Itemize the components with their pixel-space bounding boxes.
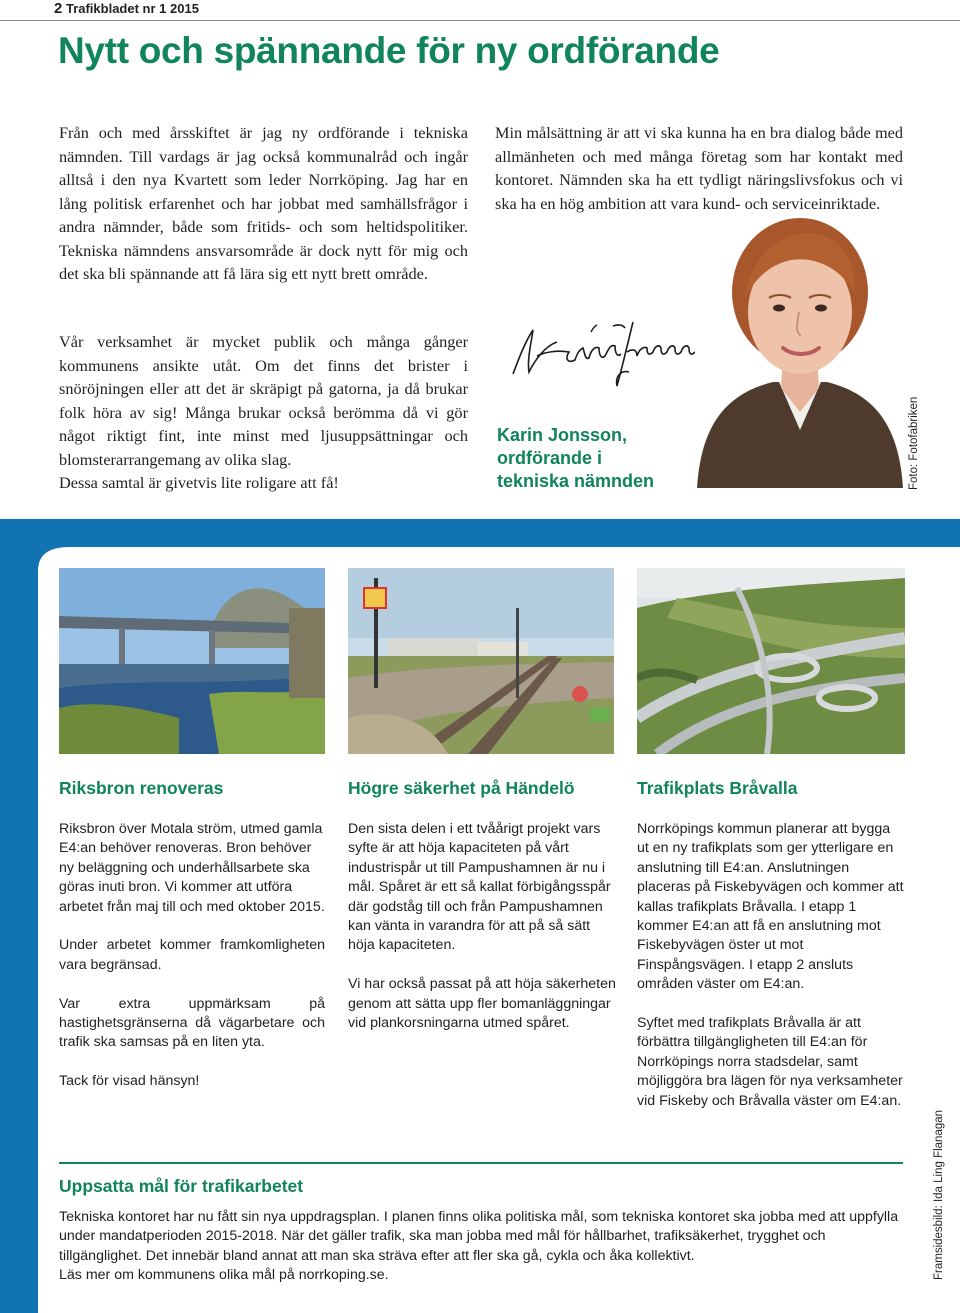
column-2-paragraph: Vi har också passat på att höja säkerheten genom att sätta upp fler bomanläggningar vid plankorsningarna utmed spåret. [348,976,616,1032]
bridge-photo [59,568,325,754]
header-rule [0,20,960,21]
goals-paragraph: Tekniska kontoret har nu fått sin nya uppdragsplan. I planen finns olika politiska mål, som tekniska kontoret ska jobba med att uppfylla under mandatperioden 2015-2018. När det gäller trafik, ska man jobba med mål för hållbarhet, trafiksäkerhet, trygghet och tillgänglighet. Det innebär bland annat att man ska sträva efter att fler ska gå, cykla och åka kollektivt. [59,1209,899,1264]
intro-paragraph-2-text: Vår verksamhet är mycket publik och många gånger kommunens ansikte utåt. Om det finns det brister i snöröjningen eller att det är skräpigt på gatorna, ja då brukar folk höra av sig! Många brukar också berömma då vi gör något riktigt fint, inte minst med ljusuppsättningar och blomsterarrangemang av olika slag. [59,332,468,469]
article-title: Nytt och spännande för ny ordförande [58,30,720,71]
signature-image [505,312,700,392]
goals-link-text: Läs mer om kommunens olika mål på norrkoping.se. [59,1267,389,1284]
column-1-paragraph: Var extra uppmärksam på hastighetsgränserna då vägarbetare och trafik ska samsas på en liten yta. [59,995,325,1051]
section-divider [59,1162,903,1164]
intro-paragraph-2-last: Dessa samtal är givetvis lite roligare att få! [59,473,339,492]
goals-text [59,1208,905,1286]
column-1-heading: Riksbron renoveras [59,778,224,798]
portrait-caption [497,424,697,493]
column-1-paragraph: Tack för visad hänsyn! [59,1073,200,1090]
column-3-text [637,820,905,1130]
intro-right-paragraph: Min målsättning är att vi ska kunna ha en bra dialog både med allmänheten och med många företag som har kontakt med kontoret. Nämnden ska ha ett tydligt näringslivsfokus och vi ska ha en hög ambition att vara kund- och serviceinriktade. [495,123,903,213]
column-3-heading: Trafikplats Bråvalla [637,778,798,798]
interchange-rendering [637,568,905,754]
column-1-paragraph: Riksbron över Motala ström, utmed gamla E4:an behöver renoveras. Bron behöver ny beläggning och underhållsarbete ska göras inuti bron. Vi kommer att utföra arbetet från maj till och med oktober 2015. [59,821,325,915]
caption-name: Karin Jonsson, [497,425,628,445]
photo-credit: Foto: Fotofabriken [908,396,920,490]
railway-photo [348,568,614,754]
cover-photo-credit: Framsidesbild: Ida Ling Flanagan [933,1109,945,1280]
column-1-text [59,820,325,1111]
column-3-paragraph: Syftet med trafikplats Bråvalla är att förbättra tillgängligheten till E4:an för Norrköpings norra stadsdelar, samt möjliggöra bra lägen för nya verksamheter vid Fiskeby och Bråvalla väster om E4:an. [637,1015,903,1109]
intro-paragraph-2 [59,330,468,495]
column-3-paragraph: Norrköpings kommun planerar att bygga ut en ny trafikplats som ger ytterligare en anslutning till E4:an. Anslutningen placeras på Fiskebyvägen och kommer att kallas trafikplats Bråvalla. I etapp 1 kommer E4:an att få en anslutning mot Fiskebyvägen öster ut mot Finspångsvägen. I etapp 2 ansluts områden väster om E4:an. [637,821,904,993]
column-2-text [348,820,616,1053]
page-number: 2 [54,0,63,17]
column-1-paragraph: Under arbetet kommer framkomligheten vara begränsad. [59,937,325,973]
column-2-paragraph: Den sista delen i ett tvåårigt projekt vars syfte är att höja kapaciteten på vårt industrispår ut till Pampushamnen är nu i mål. Spåret är ett så kallat förbigångsspår där godståg till och från Pampushamnen kan vänta in varandra för att på så sätt höja kapaciteten. [348,821,611,954]
portrait-photo [695,216,905,488]
intro-paragraph-1: Från och med årsskiftet är jag ny ordförande i tekniska nämnden. Till vardags är jag också kommunalråd och ingår alltså i den nya Kvartett som leder Norrköping. Jag har en lång politisk erfarenhet och har jobbat med samhällsfrågor i andra nämnder, både som fritids- och som heltidspolitiker. Tekniska nämndens ansvarsområde är dock nytt för mig och det ska bli spännande att få lära sig ett nytt brett område. [59,123,468,283]
caption-role: ordförande i [497,448,603,468]
page-header [0,0,199,17]
goals-heading: Uppsatta mål för trafikarbetet [59,1176,304,1196]
caption-committee: tekniska nämnden [497,471,655,491]
publication-name: Trafikbladet nr 1 2015 [65,1,199,16]
column-2-heading: Högre säkerhet på Händelö [348,778,575,798]
